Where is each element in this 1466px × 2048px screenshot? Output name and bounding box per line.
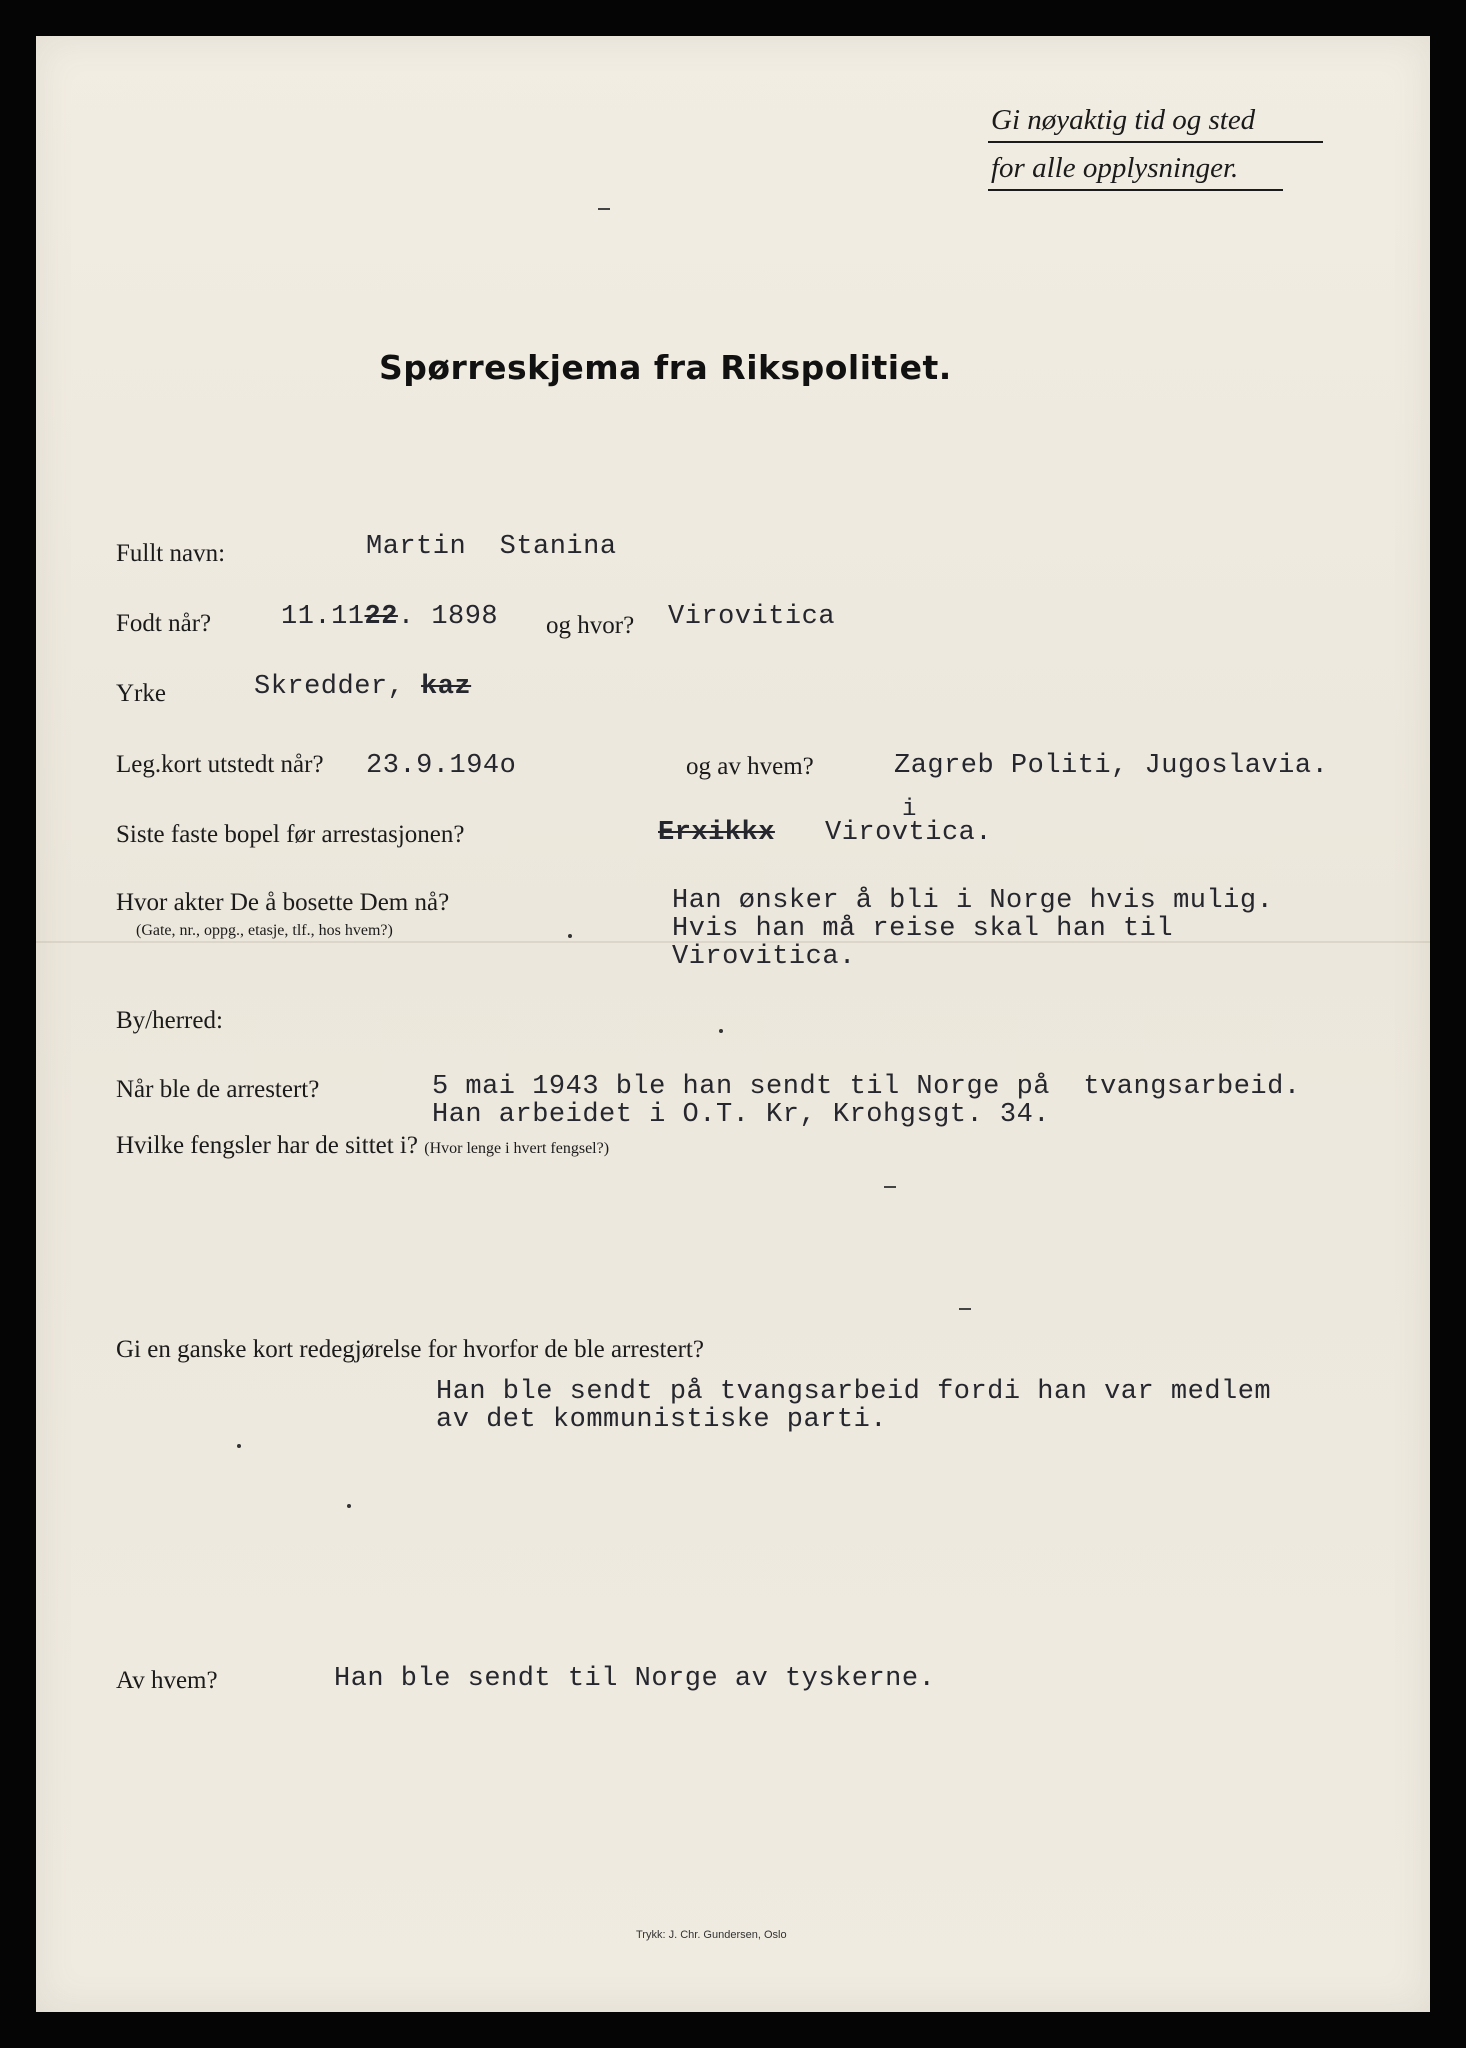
prisons-question: Hvilke fengsler har de sittet i? xyxy=(116,1132,418,1159)
occupation-label: Yrke xyxy=(116,680,166,707)
dash-mark xyxy=(884,1186,896,1188)
settle-line1: Han ønsker å bli i Norge hvis mulig. xyxy=(672,886,1274,916)
settle-line3: Virovitica. xyxy=(672,942,856,972)
printer-credit: Trykk: J. Chr. Gundersen, Oslo xyxy=(636,1929,787,1941)
ink-dot xyxy=(347,1504,351,1508)
born-when-prefix: 11.11 xyxy=(281,602,365,632)
settle-label: Hvor akter De å bosette Dem nå? xyxy=(116,889,450,916)
reason-label: Gi en ganske kort redegjørelse for hvorfor de ble arrestert? xyxy=(116,1336,704,1363)
born-when-value xyxy=(281,602,498,632)
last-residence-value xyxy=(658,818,992,848)
born-when-struck: 22 xyxy=(364,602,398,632)
occupation-struck: kaz xyxy=(421,672,472,702)
id-card-date-value: 23.9.194o xyxy=(366,751,517,781)
prisons-label xyxy=(116,1132,609,1160)
questionnaire-page xyxy=(36,36,1430,2012)
arrested-line2: Han arbeidet i O.T. Kr, Krohgsgt. 34. xyxy=(432,1100,1050,1130)
ink-dot xyxy=(719,1029,723,1033)
last-residence-insert: i xyxy=(902,796,917,823)
dash-mark xyxy=(959,1308,971,1310)
ink-dot xyxy=(568,934,572,938)
occupation-text: Skredder, xyxy=(254,672,405,702)
reason-line2: av det kommunistiske parti. xyxy=(436,1405,887,1435)
id-card-date-label: Leg.kort utstedt når? xyxy=(116,751,324,778)
born-where-label: og hvor? xyxy=(546,612,635,639)
full-name-label: Fullt navn: xyxy=(116,540,226,567)
arrested-when-label: Når ble de arrestert? xyxy=(116,1076,320,1103)
by-whom-value: Han ble sendt til Norge av tyskerne. xyxy=(334,1664,936,1694)
id-card-issuer-value: Zagreb Politi, Jugoslavia. xyxy=(894,751,1329,781)
settle-line2: Hvis han må reise skal han til xyxy=(672,914,1174,944)
ink-dot xyxy=(237,1444,241,1448)
full-name-value: Martin Stanina xyxy=(366,532,617,562)
born-when-label: Fodt når? xyxy=(116,610,212,637)
occupation-value xyxy=(254,672,471,702)
born-when-suffix: . 1898 xyxy=(397,602,499,632)
header-note-underline2 xyxy=(988,189,1283,191)
last-residence-struck: Erxikkx xyxy=(658,818,775,848)
settle-sublabel: (Gate, nr., oppg., etasje, tlf., hos hvem?) xyxy=(136,922,393,939)
born-where-value: Virovitica xyxy=(668,602,836,632)
header-note-line1: Gi nøyaktig tid og sted xyxy=(991,104,1256,136)
header-note-underline1 xyxy=(988,141,1323,143)
prisons-sublabel: (Hvor lenge i hvert fengsel?) xyxy=(424,1140,610,1157)
arrested-line1: 5 mai 1943 ble han sendt til Norge på tvangsarbeid. xyxy=(432,1072,1301,1102)
form-title: Spørreskjema fra Rikspolitiet. xyxy=(379,348,952,387)
last-residence-text: Virovtica. xyxy=(825,818,993,848)
dash-mark xyxy=(598,208,610,210)
header-note-line2: for alle opplysninger. xyxy=(991,152,1239,184)
municipality-label: By/herred: xyxy=(116,1007,223,1034)
last-residence-label: Siste faste bopel før arrestasjonen? xyxy=(116,821,465,848)
id-card-issuer-label: og av hvem? xyxy=(686,753,814,780)
reason-line1: Han ble sendt på tvangsarbeid fordi han var medlem xyxy=(436,1377,1272,1407)
by-whom-label: Av hvem? xyxy=(116,1667,218,1694)
